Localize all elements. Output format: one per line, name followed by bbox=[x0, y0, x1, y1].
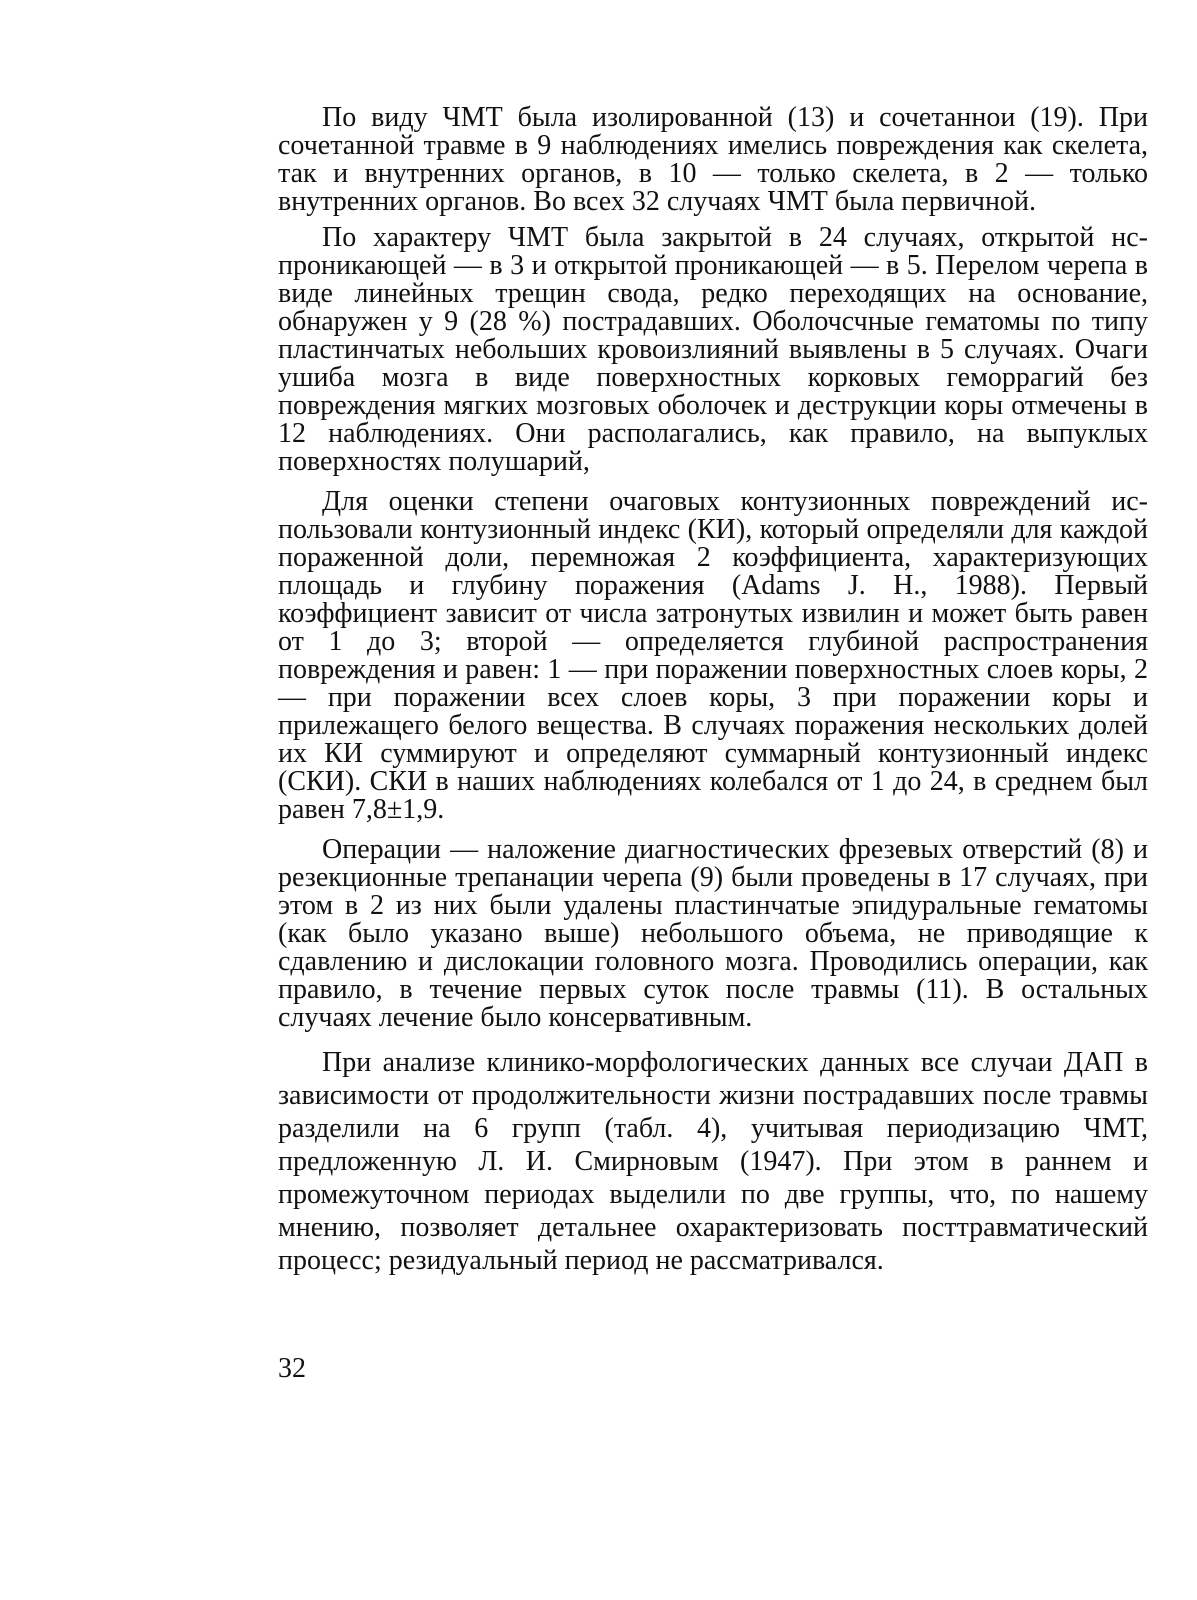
paragraph-tbi-type: По виду ЧМТ была изолированной (13) и сочетаннои (19). При сочетанной травме в 9 наблюдениях имелись повреждения как скелета, так и внутренних органов, в 10 — только скелета, в 2 — только внутренних органов. Во всех 32 случаях ЧМТ была первичной. bbox=[278, 102, 1148, 217]
paragraph-contusion-index: Для оценки степени очаговых контузионных повреждений использовали контузионный индекс (КИ), который определяли для каждой пораженной доли, перемножая 2 коэффициента, характеризующих площадь и глубину поражения (Adams J. Н., 1988). Первый коэффициент зависит от числа затронутых извилин и может быть равен от 1 до 3; второй — определяется глубиной распространения повреждения и равен: 1 — при поражении поверхностных слоев коры, 2 — при поражении всех слоев коры, 3 при поражении коры и прилежащего белого вещества. В случаях поражения нескольких долей их КИ суммируют и определяют суммарный контузионный индекс (СКИ). СКИ в наших наблюдениях колебался от 1 до 24, в среднем был равен 7,8±1,9. bbox=[278, 486, 1148, 825]
page-number: 32 bbox=[278, 1353, 306, 1384]
paragraph-analysis-groups: При анализе клинико-морфологических данных все случаи ДАП в зависимости от продолжительности жизни пострадавших после травмы разделили на 6 групп (табл. 4), учитывая периодизацию ЧМТ, предложенную Л. И. Смирновым (1947). При этом в раннем и промежуточном периодах выделили по две группы, что, по нашему мнению, позволяет детальнее охарактеризовать посттравматический процесс; резидуальный период не рассматривался. bbox=[278, 1047, 1148, 1276]
paragraph-operations: Операции — наложение диагностических фрезевых отверстий (8) и резекционные трепанации черепа (9) были проведены в 17 случаях, при этом в 2 из них были удалены пластинчатые эпидуральные гематомы (как было указано выше) небольшого объема, не приводящие к сдавлению и дислокации головного мозга. Проводились операции, как правило, в течение первых суток после травмы (11). В остальных случаях лечение было консервативным. bbox=[278, 834, 1148, 1033]
page-text-body bbox=[278, 104, 1148, 1277]
paragraph-tbi-character: По характеру ЧМТ была закрытой в 24 случаях, открытой нспроникающей — в 3 и открытой проникающей — в 5. Перелом черепа в виде линейных трещин свода, редко переходящих на основание, обнаружен у 9 (28 %) пострадавших. Оболочсчные гематомы по типу пластинчатых небольших кровоизлияний выявлены в 5 случаях. Очаги ушиба мозга в виде поверхностных корковых геморрагий без повреждения мягких мозговых оболочек и деструкции коры отмечены в 12 наблюдениях. Они располагались, как правило, на выпуклых поверхностях полушарий, bbox=[278, 222, 1148, 477]
